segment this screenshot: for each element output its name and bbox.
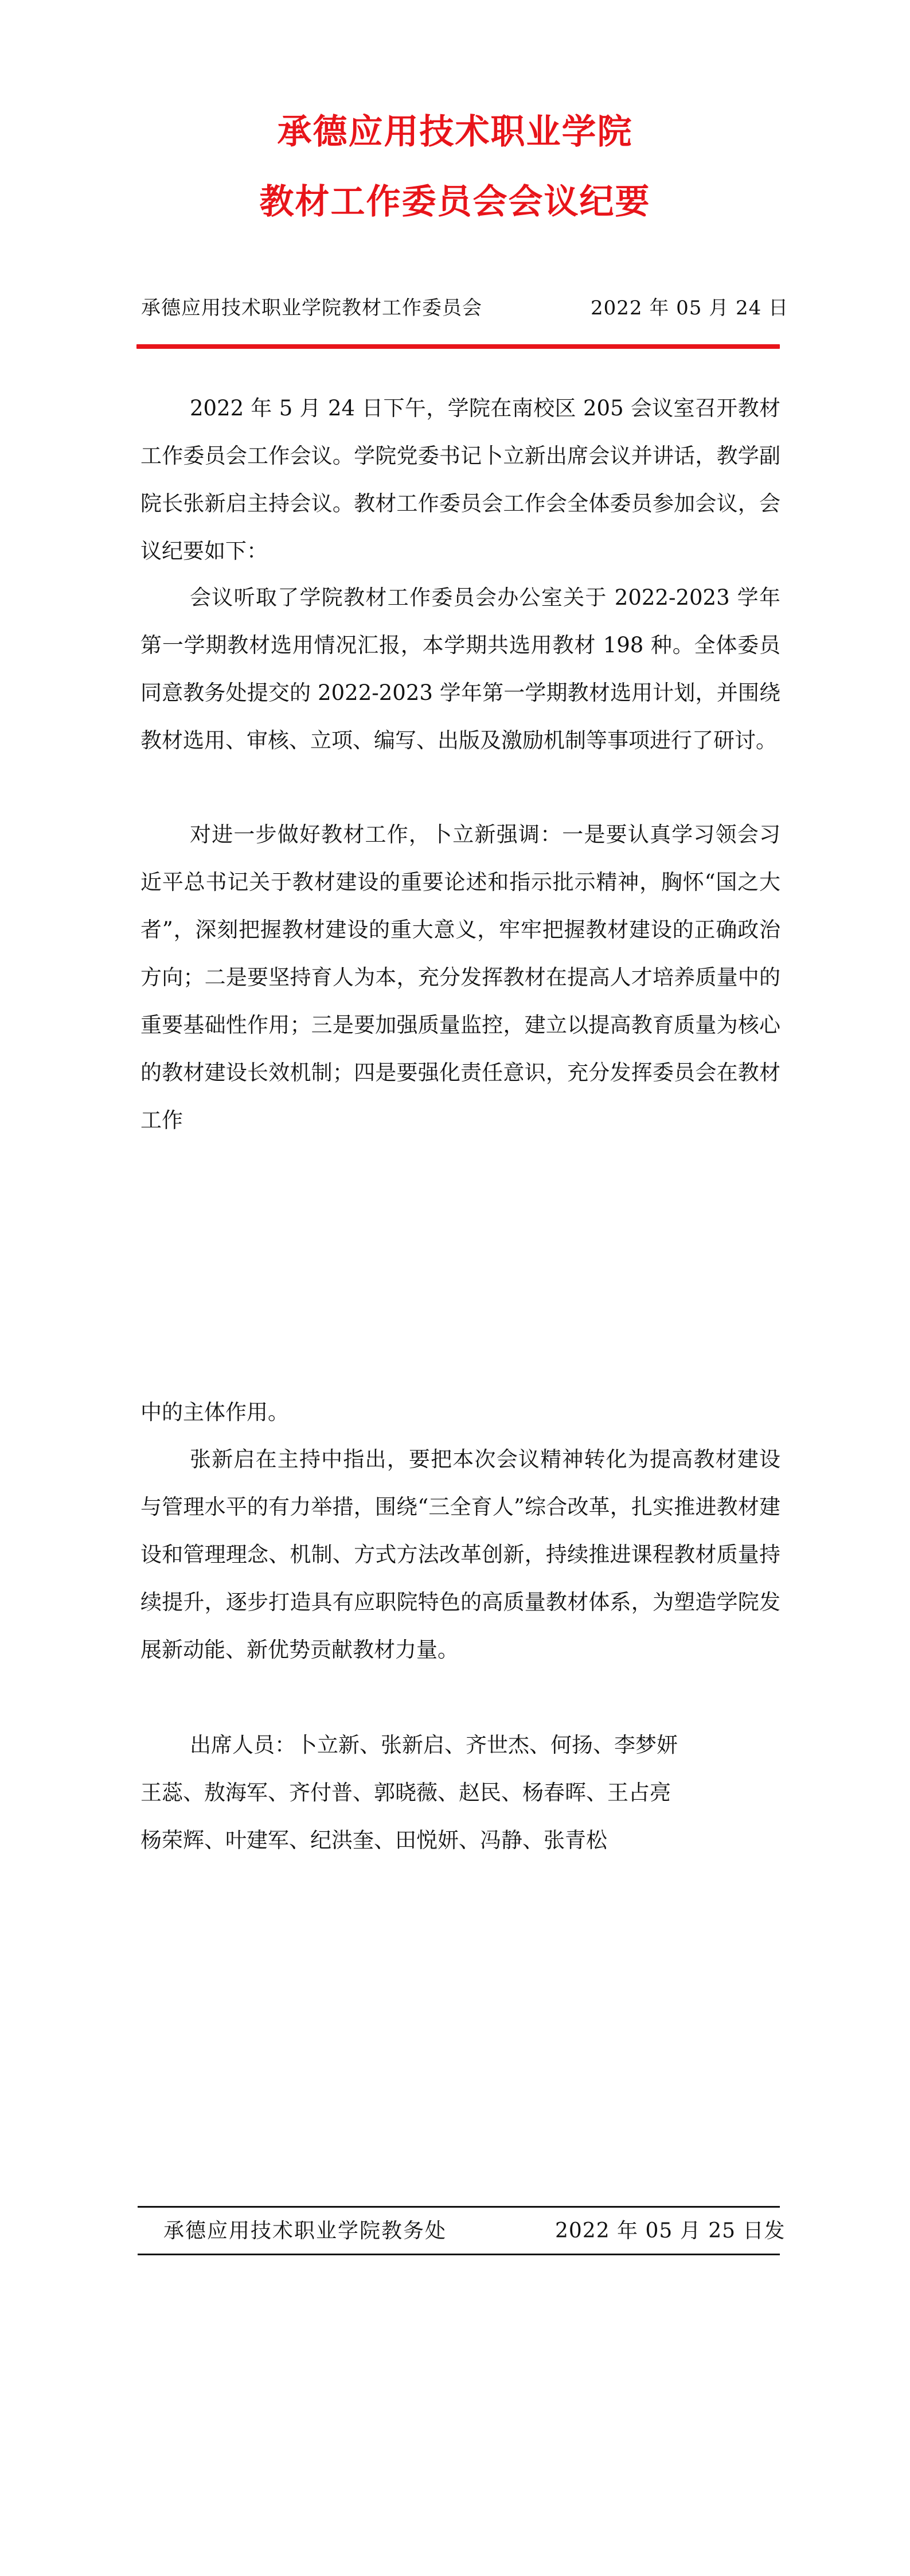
attendees-line: 杨荣辉、叶建军、纪洪奎、田悦妍、冯静、张青松 bbox=[140, 1828, 607, 1853]
issuer-line bbox=[141, 297, 789, 320]
attendees-names: 卜立新、张新启、齐世杰、何扬、李梦妍 bbox=[296, 1733, 678, 1757]
red-header-rule bbox=[136, 344, 780, 349]
footer-department: 承德应用技术职业学院教务处 bbox=[163, 2219, 447, 2243]
issuer-name: 承德应用技术职业学院教材工作委员会 bbox=[141, 297, 482, 320]
footer-rule-bottom bbox=[138, 2254, 780, 2255]
body-paragraph: 2022 年 5 月 24 日下午，学院在南校区 205 会议室召开教材工作委员会工作会议。学院党委书记卜立新出席会议并讲话，教学副院长张新启主持会议。教材工作委员会工作会全体委员参加会议，会议纪要如下： bbox=[140, 396, 780, 563]
body-paragraph: 会议听取了学院教材工作委员会办公室关于 2022-2023 学年第一学期教材选用情况汇报，本学期共选用教材 198 种。全体委员同意教务处提交的 2022-2023 学年第一学期教材选用计划，并围绕教材选用、审核、立项、编写、出版及激励机制等事项进行了研讨。 bbox=[140, 585, 780, 753]
document-title-line-2: 教材工作委员会会议纪要 bbox=[259, 182, 651, 222]
attendees-line bbox=[140, 1721, 780, 1769]
body-paragraph: 对进一步做好教材工作，卜立新强调：一是要认真学习领会习近平总书记关于教材建设的重要论述和指示批示精神，胸怀“国之大者”，深刻把握教材建设的重大意义，牢牢把握教材建设的正确政治方向；二是要坚持育人为本，充分发挥教材在提高人才培养质量中的重要基础性作用；三是要加强质量监控，建立以提高教育质量为核心的教材建设长效机制；四是要强化责任意识，充分发挥委员会在教材工作 bbox=[140, 822, 780, 1133]
attendees-line: 王蕊、敖海军、齐付普、郭晓薇、赵民、杨春晖、王占亮 bbox=[140, 1780, 671, 1805]
footer-date: 2022 年 05 月 25 日发 bbox=[555, 2219, 786, 2243]
attendees-label: 出席人员： bbox=[190, 1733, 296, 1757]
attendees-block bbox=[140, 1721, 780, 1864]
body-paragraph-continuation: 中的主体作用。 bbox=[140, 1400, 289, 1425]
document-title-line-1: 承德应用技术职业学院 bbox=[277, 112, 633, 152]
body-paragraph: 张新启在主持中指出，要把本次会议精神转化为提高教材建设与管理水平的有力举措，围绕“三全育人”综合改革，扎实推进教材建设和管理理念、机制、方式方法改革创新，持续推进课程教材质量持续提升，逐步打造具有应职院特色的高质量教材体系，为塑造学院发展新动能、新优势贡献教材力量。 bbox=[140, 1447, 780, 1662]
footer-rule-top bbox=[138, 2206, 780, 2208]
issue-date: 2022 年 05 月 24 日 bbox=[591, 297, 789, 320]
